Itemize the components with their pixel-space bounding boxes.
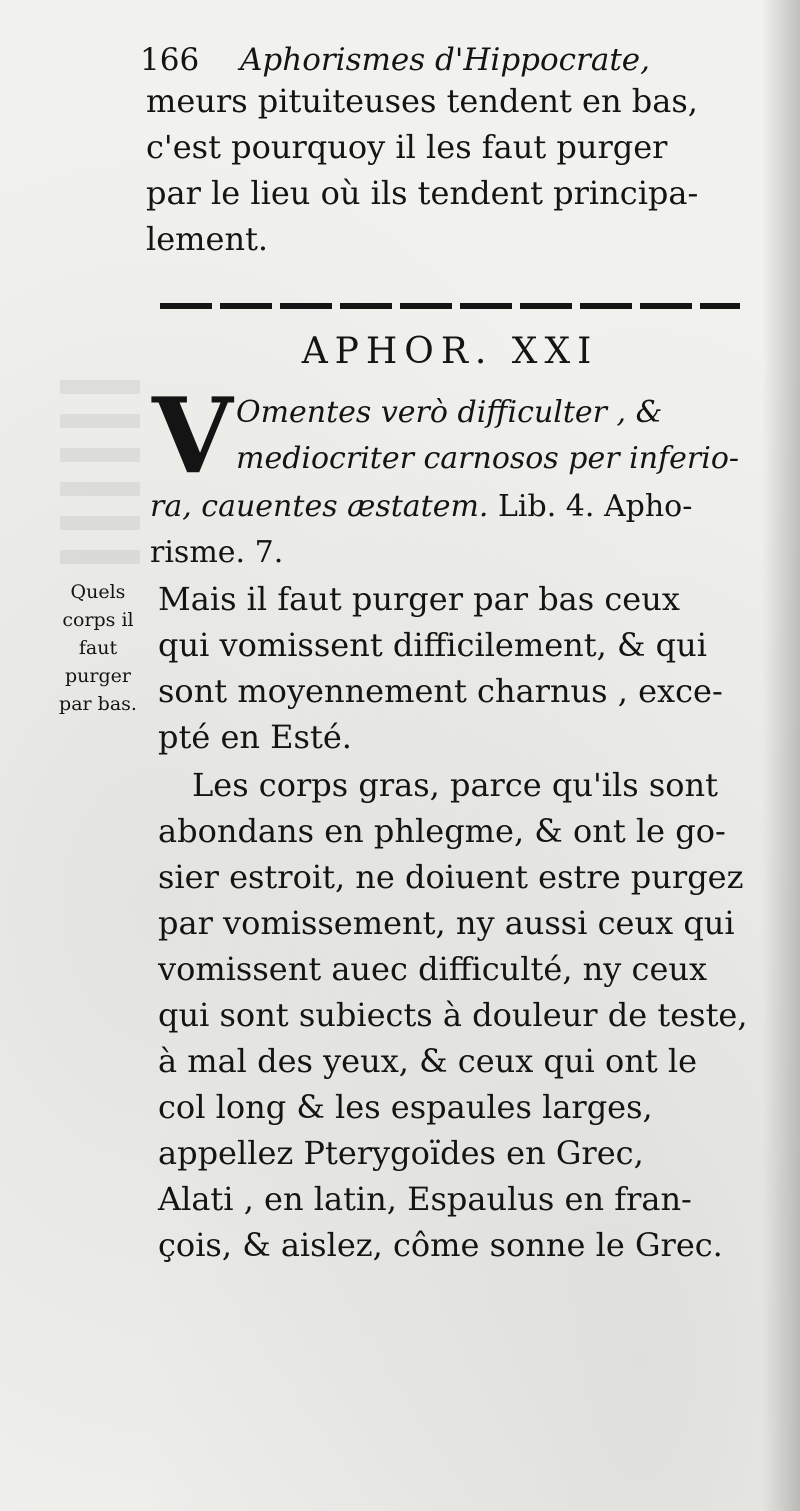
margin-note	[48, 578, 148, 718]
latin-text: mediocriter carnosos per inferio-	[236, 441, 740, 476]
page-number: 166	[140, 42, 200, 78]
latin-text: Omentes verò difficulter , &	[236, 395, 663, 430]
margin-note-line: faut	[78, 637, 118, 659]
continuation-line: lement.	[146, 220, 269, 258]
latin-line	[150, 484, 692, 530]
commentary-line: col long & les espaules larges,	[158, 1088, 653, 1126]
drop-cap: V	[152, 374, 233, 497]
running-title: Aphorismes d'Hippocrate,	[240, 42, 650, 78]
commentary-line: vomissent auec difficulté, ny ceux	[158, 950, 708, 988]
commentary-line: sier estroit, ne doiuent estre purgez	[158, 858, 744, 896]
aphorism-heading: APHOR. XXI	[301, 331, 599, 372]
margin-note-line: purger	[65, 665, 131, 687]
continuation-line: par le lieu où ils tendent principa-	[146, 174, 699, 212]
latin-line	[236, 436, 739, 482]
translation-line: Mais il faut purger par bas ceux	[158, 580, 680, 618]
translation-line: qui vomissent difficilement, & qui	[158, 626, 707, 664]
citation-text: risme. 7.	[150, 535, 284, 570]
continuation-line: c'est pourquoy il les faut purger	[146, 128, 668, 166]
translation-line: sont moyennement charnus , exce-	[158, 672, 723, 710]
commentary-line: abondans en phlegme, & ont le go-	[158, 812, 726, 850]
commentary-line: Alati , en latin, Espaulus en fran-	[158, 1180, 692, 1218]
page-header	[140, 40, 750, 80]
margin-note-line: corps il	[62, 609, 134, 631]
commentary-line: çois, & aislez, côme sonne le Grec.	[158, 1226, 723, 1264]
latin-line	[150, 530, 283, 576]
commentary-line: à mal des yeux, & ceux qui ont le	[158, 1042, 698, 1080]
page-edge-shadow	[762, 0, 800, 1511]
show-through-decoration	[60, 380, 140, 580]
commentary-line: Les corps gras, parce qu'ils sont	[192, 766, 718, 804]
commentary-line: qui sont subiects à douleur de teste,	[158, 996, 748, 1034]
section-divider-rule	[160, 303, 740, 309]
translation-line: pté en Esté.	[158, 718, 352, 756]
continuation-line: meurs pituiteuses tendent en bas,	[146, 82, 698, 120]
latin-text: ra, cauentes æstatem.	[150, 489, 489, 524]
citation-text: Lib. 4. Apho-	[498, 489, 693, 524]
margin-note-line: Quels	[70, 581, 126, 603]
commentary-line: par vomissement, ny aussi ceux qui	[158, 904, 735, 942]
margin-note-line: par bas.	[59, 693, 137, 715]
commentary-line: appellez Pterygoïdes en Grec,	[158, 1134, 644, 1172]
latin-line	[236, 390, 662, 436]
